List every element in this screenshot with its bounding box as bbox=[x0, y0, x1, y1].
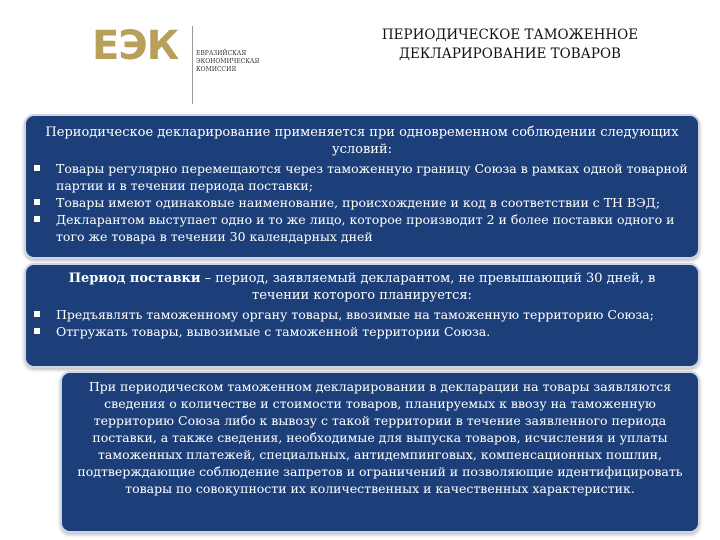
declaration-info-text: При периодическом таможенном декларировании в декларации на товары заявляются сведения о количестве и стоимости товаров, планируемых к ввозу на таможенную территорию Союза либо к вывозу с такой территории в течение заявленного периода поставки, а также сведения, необходимые для выпуска товаров, исчисления и уплаты таможенных платежей, специальных, антидемпинговых, компенсационных пошлин, подтверждающие соблюдение запретов и ограничений и позволяющие идентифицировать товары по совокупности их количественных и качественных характеристик. bbox=[77, 379, 683, 496]
delivery-period-list bbox=[26, 306, 698, 340]
logo-subtitle: ЕВРАЗИЙСКАЯ ЭКОНОМИЧЕСКАЯ КОМИССИЯ bbox=[196, 50, 260, 73]
delivery-period-heading bbox=[26, 265, 698, 306]
slide-title bbox=[360, 26, 660, 64]
delivery-item-2: Отгружать товары, вывозимые с таможенной территории Союза. bbox=[48, 323, 690, 340]
delivery-period-definition: – период, заявляемый декларантом, не превышающий 30 дней, в течении которого планируется: bbox=[200, 271, 656, 303]
delivery-item-1: Предъявлять таможенному органу товары, ввозимые на таможенную территорию Союза; bbox=[48, 306, 690, 323]
condition-item-3: Декларантом выступает одно и то же лицо, которое производит 2 и более поставки одного и того же товара в течении 30 календарных дней bbox=[48, 211, 690, 245]
conditions-list bbox=[26, 160, 698, 245]
conditions-panel bbox=[24, 114, 700, 259]
title-line-2: ДЕКЛАРИРОВАНИЕ ТОВАРОВ bbox=[399, 46, 621, 62]
eec-logo bbox=[92, 23, 292, 96]
logo-mark: ЕЭК bbox=[92, 23, 179, 69]
conditions-heading: Периодическое декларирование применяется при одновременном соблюдении следующих условий: bbox=[45, 125, 679, 157]
slide-header bbox=[0, 0, 720, 110]
logo-divider bbox=[192, 26, 193, 104]
condition-item-1: Товары регулярно перемещаются через таможенную границу Союза в рамках одной товарной партии и в течении периода поставки; bbox=[48, 160, 690, 194]
delivery-period-panel bbox=[24, 263, 700, 368]
condition-item-2: Товары имеют одинаковые наименование, происхождение и код в соответствии с ТН ВЭД; bbox=[48, 194, 690, 211]
delivery-period-term: Период поставки bbox=[68, 271, 201, 286]
title-line-1: ПЕРИОДИЧЕСКОЕ ТАМОЖЕННОЕ bbox=[381, 27, 639, 43]
declaration-info-panel bbox=[60, 371, 700, 533]
